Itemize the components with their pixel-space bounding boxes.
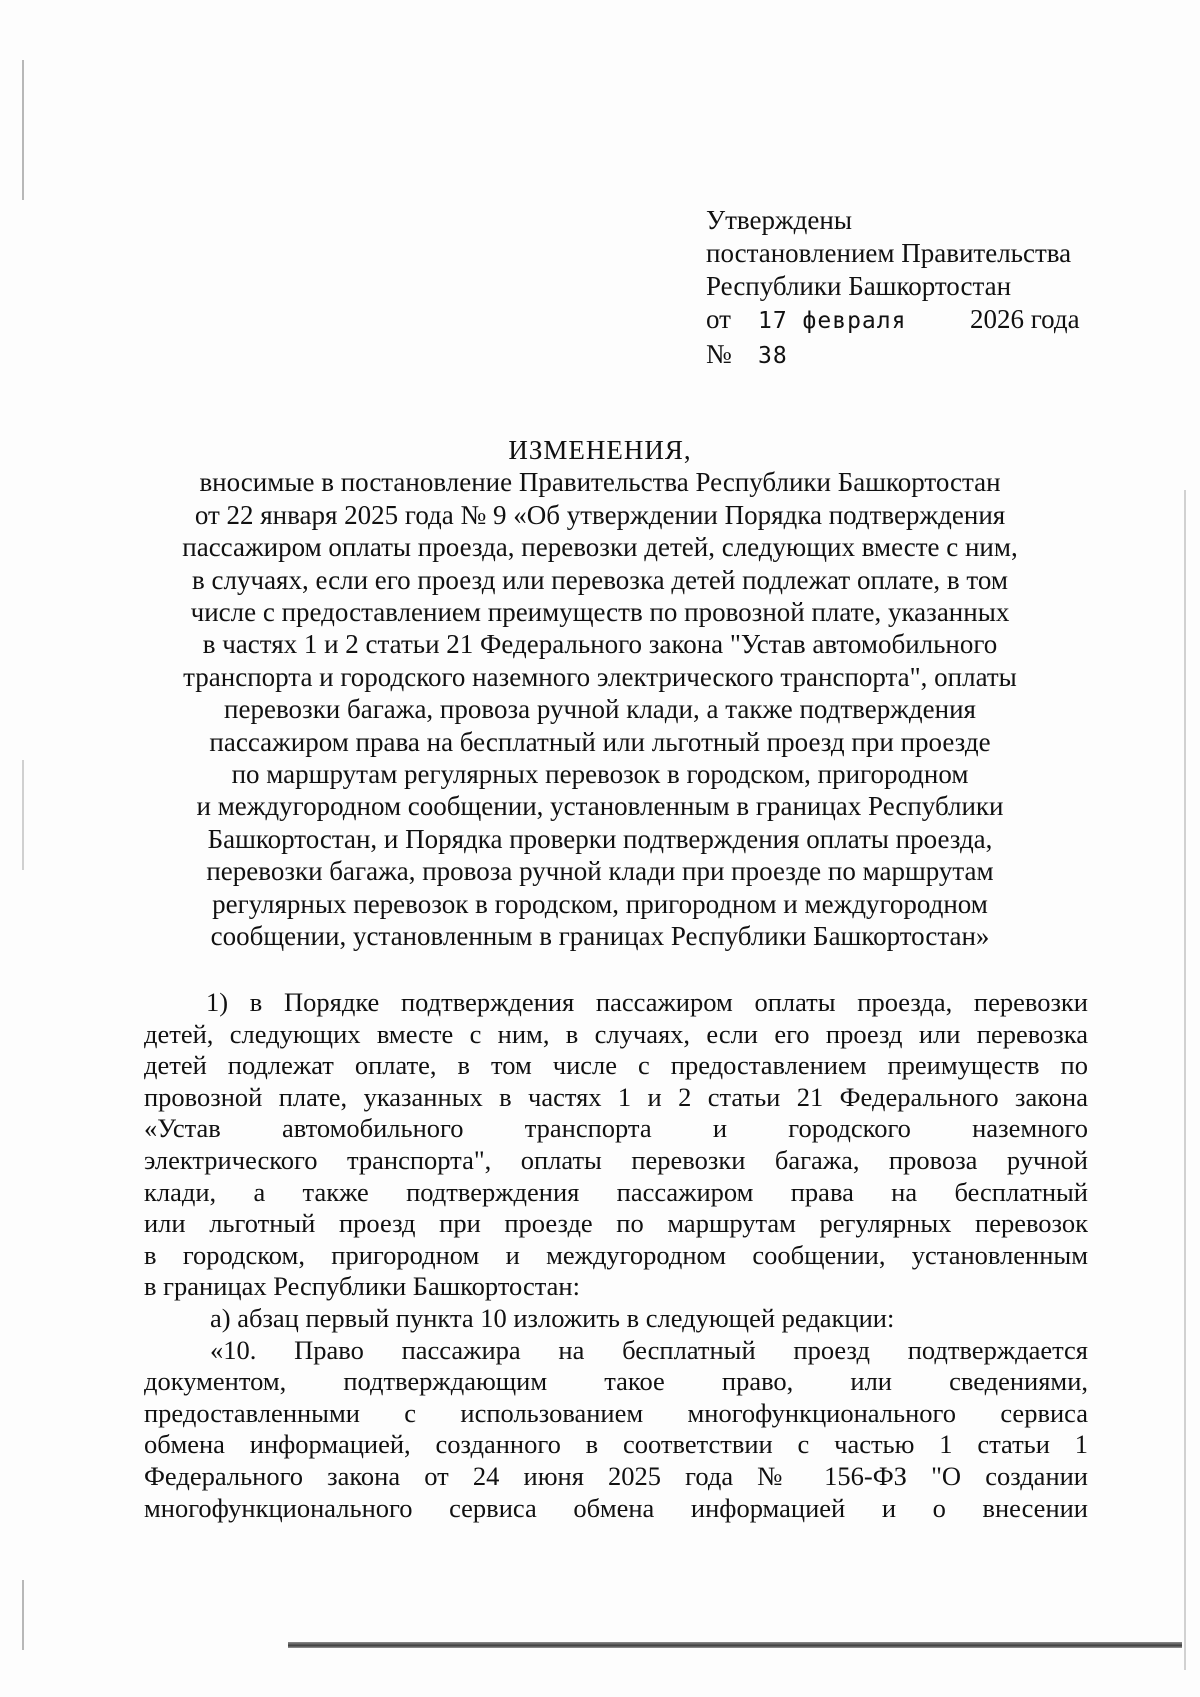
- scan-artifact-bottom-bar: [288, 1642, 1182, 1648]
- body-line: или льготный проезд при проезде по маршрутам регулярных перевозок: [144, 1208, 1088, 1239]
- body-line: документом, подтверждающим такое право, или сведениями,: [144, 1366, 1088, 1397]
- title-line: транспорта и городского наземного электрического транспорта", оплаты: [183, 661, 1017, 692]
- scan-artifact-left-middle: [22, 760, 24, 870]
- body-line: в городском, пригородном и междугородном сообщении, установленным: [144, 1239, 1088, 1270]
- approval-line-1: Утверждены: [706, 205, 852, 235]
- body-line: электрического транспорта", оплаты перевозки багажа, провоза ручной: [144, 1144, 1088, 1175]
- body-line: «10. Право пассажира на бесплатный проезд подтверждается: [210, 1334, 1088, 1365]
- title-line: регулярных перевозок в городском, пригородном и междугородном: [212, 888, 988, 919]
- title-line: перевозки багажа, провоза ручной клади при проезде по маршрутам: [206, 856, 994, 887]
- body-line: 1) в Порядке подтверждения пассажиром оплаты проезда, перевозки: [206, 987, 1088, 1017]
- title-line: вносимые в постановление Правительства Республики Башкортостан: [199, 467, 1001, 498]
- body-line: клади, а также подтверждения пассажиром права на бесплатный: [144, 1176, 1088, 1207]
- title-line: сообщении, установленным в границах Республики Башкортостан»: [210, 921, 990, 952]
- title-line: пассажиром права на бесплатный или льготный проезд при проезде: [209, 726, 991, 757]
- title-heading: ИЗМЕНЕНИЯ,: [508, 435, 692, 465]
- approval-number-line: [706, 338, 1126, 373]
- title-line: перевозки багажа, провоза ручной клади, а также подтверждения: [224, 694, 976, 725]
- title-line: в частях 1 и 2 статьи 21 Федерального закона "Устав автомобильного: [202, 629, 998, 660]
- date-prefix: от: [706, 304, 731, 334]
- scan-artifact-left-bottom: [22, 1580, 24, 1650]
- title-line: пассажиром оплаты проезда, перевозки детей, следующих вместе с ним,: [182, 532, 1018, 563]
- body-line: многофункционального сервиса обмена информацией и о внесении: [144, 1492, 1088, 1523]
- date-handwritten: 17 февраля: [758, 308, 907, 334]
- body-line: провозной плате, указанных в частях 1 и 2 статьи 21 Федерального закона: [144, 1081, 1088, 1112]
- body-line: Федерального закона от 24 июня 2025 года № 156-ФЗ "О создании: [144, 1460, 1088, 1491]
- approval-line-2: постановлением Правительства: [706, 238, 1072, 268]
- title-line: числе с предоставлением преимуществ по провозной плате, указанных: [190, 597, 1010, 628]
- body-line: детей подлежат оплате, в том числе с предоставлением преимуществ по: [144, 1050, 1088, 1081]
- body-line: предоставленными с использованием многофункционального сервиса: [144, 1397, 1088, 1428]
- body-line: в границах Республики Башкортостан:: [144, 1271, 580, 1302]
- body-line: обмена информацией, созданного в соответствии с частью 1 статьи 1: [144, 1429, 1088, 1460]
- title-line: в случаях, если его проезд или перевозка детей подлежат оплате, в том: [192, 564, 1008, 595]
- number-handwritten: 38: [758, 343, 788, 369]
- body-line: детей, следующих вместе с ним, в случаях, если его проезд или перевозка: [144, 1018, 1088, 1049]
- title-line: Башкортостан, и Порядка проверки подтверждения оплаты проезда,: [207, 823, 993, 854]
- approval-line-3: Республики Башкортостан: [706, 271, 1012, 301]
- number-prefix: №: [706, 339, 732, 369]
- approval-block: [706, 204, 1126, 373]
- date-year: 2026 года: [970, 304, 1080, 334]
- title-line: от 22 января 2025 года № 9 «Об утверждении Порядка подтверждения: [194, 499, 1006, 530]
- scan-artifact-right: [1184, 490, 1186, 1670]
- title-line: и междугородном сообщении, установленным в границах Республики: [196, 791, 1004, 822]
- body-line: «Устав автомобильного транспорта и городского наземного: [144, 1113, 1088, 1144]
- body-line: а) абзац первый пункта 10 изложить в следующей редакции:: [210, 1302, 895, 1333]
- scan-artifact-left-top: [22, 60, 24, 200]
- title-line: по маршрутам регулярных перевозок в городском, пригородном: [231, 759, 969, 790]
- document-title: [150, 434, 1050, 953]
- approval-date-line: [706, 303, 1126, 338]
- document-body: [144, 987, 1088, 1524]
